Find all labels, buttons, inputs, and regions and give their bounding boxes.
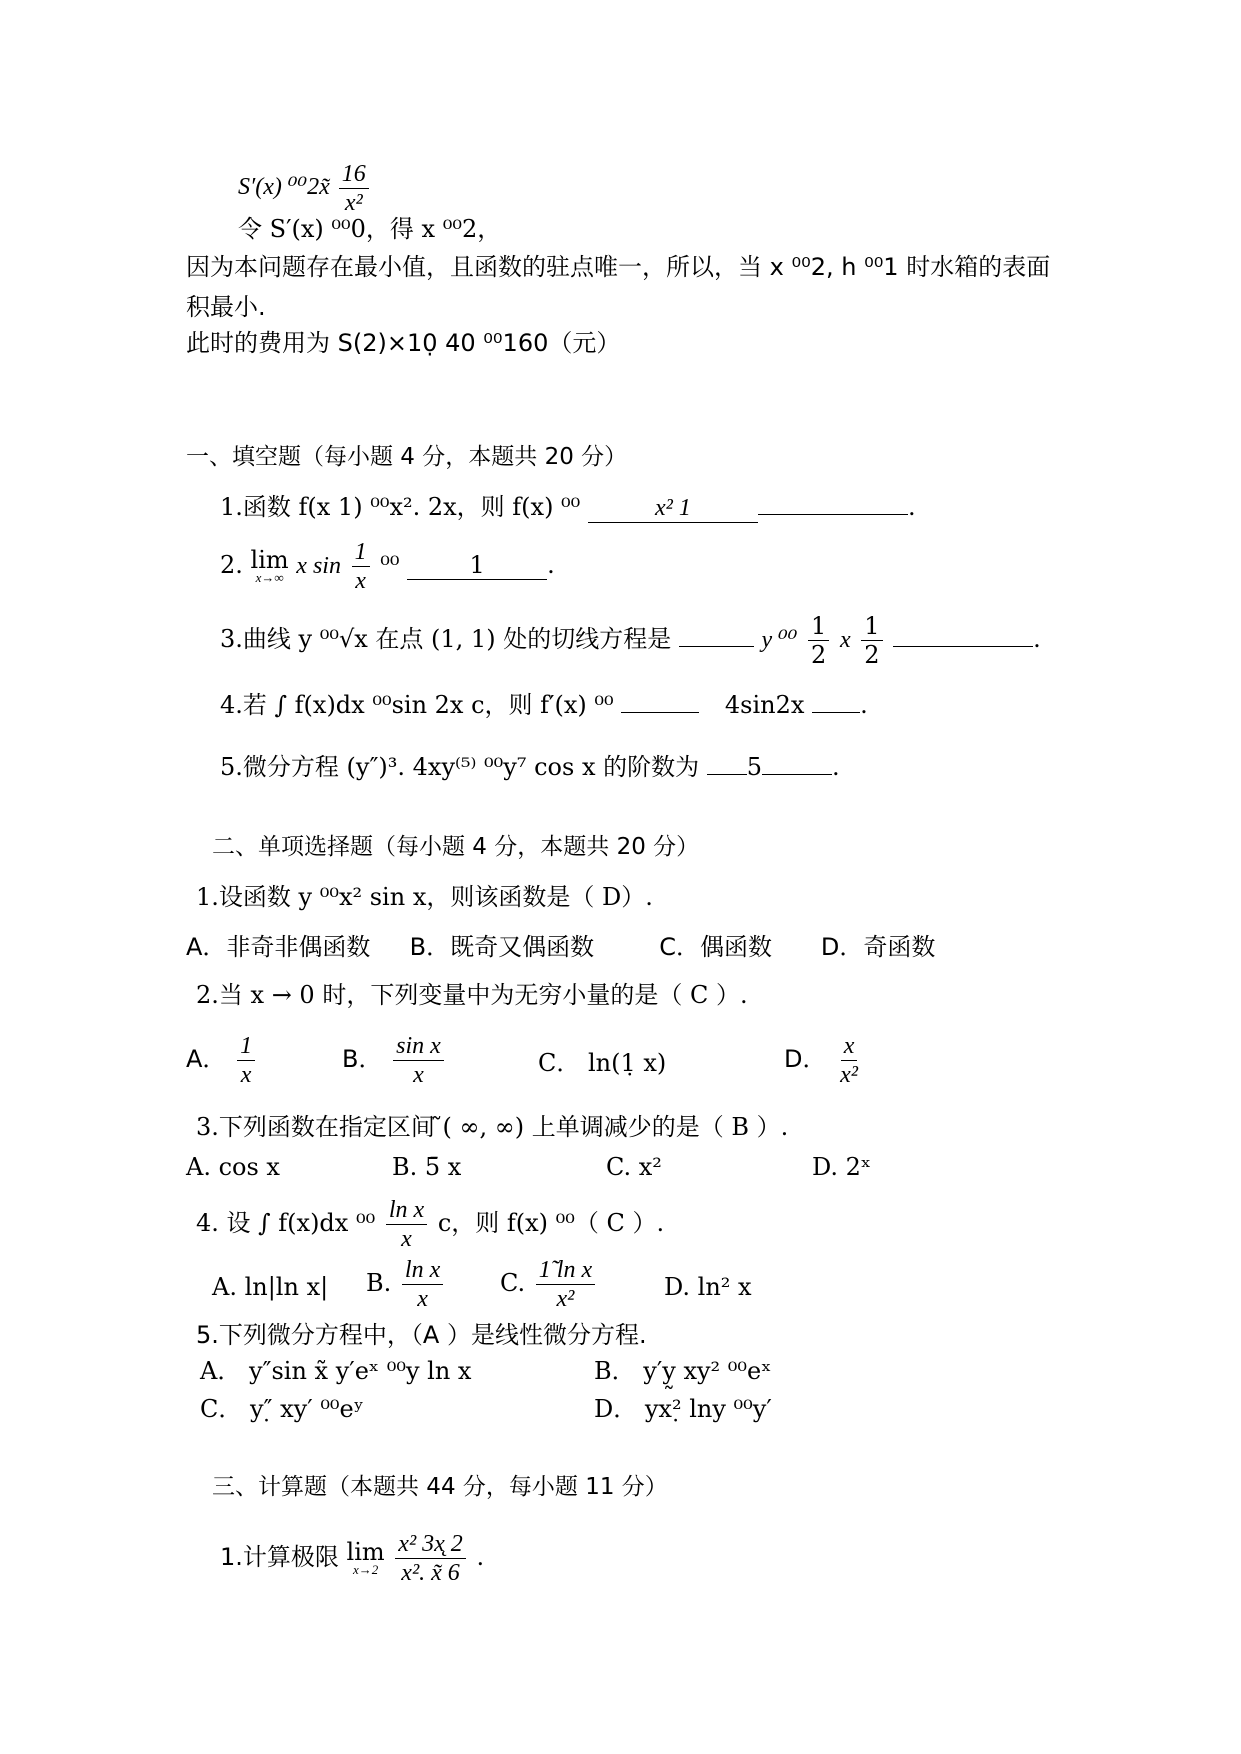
s1-question-3: 3.曲线 y ⁰⁰√x 在点 (1, 1) 处的切线方程是 y ⁰⁰ $\frac{1}{2}$ x $\frac{1}{2}$ .: [220, 612, 1041, 669]
s1-q5-blank-tail: [762, 774, 832, 775]
s2-q5-option-c: C． y″̣ xy′ ⁰⁰eʸ: [200, 1395, 364, 1423]
s2-q2-option-c: C． ln(1̣ x): [538, 1049, 667, 1077]
s3-q1-fraction: [395, 1530, 466, 1587]
s1-q3-ans-lhs: y ⁰⁰: [761, 627, 798, 653]
s2-q4-c-den: x²: [556, 1286, 575, 1312]
s2-q4-c-label: C.: [500, 1269, 526, 1297]
s2-q1-option-b: B．既奇又偶函数: [409, 933, 595, 961]
s2-q2-b-frac: [393, 1032, 444, 1089]
s1-q1-answer: x² 1: [588, 494, 758, 523]
set-zero-line: 令 S′(x) ⁰⁰0，得 x ⁰⁰2，: [238, 215, 502, 243]
s1-q2-den: x: [355, 568, 366, 594]
s1-q5-blank-lead: [707, 774, 747, 775]
s1-q5-answer: 5: [746, 753, 763, 781]
s2-q2-d-frac: [837, 1032, 861, 1089]
s2-q3-option-a: A. cos x: [186, 1153, 280, 1181]
s1-q2-answer: 1: [407, 551, 547, 580]
s1-q3-blank-lead: [679, 646, 754, 647]
s3-question-1: [220, 1530, 484, 1587]
s1-q2-expr: x sin: [296, 553, 341, 579]
s2-q4-c-frac: [536, 1256, 595, 1313]
derivative-line: [238, 160, 372, 217]
s1-q4-text: 4.若 ∫ f(x)dx ⁰⁰sin 2x c，则 f′(x) ⁰⁰: [220, 691, 614, 719]
s2-q4-option-c: [500, 1256, 598, 1313]
s1-q2-lim-sub: x→∞: [255, 569, 284, 585]
s2-q4-den: x: [401, 1226, 412, 1252]
s2-q2-d-label: D．: [784, 1045, 827, 1073]
s1-q3-ans-mid: x: [839, 627, 851, 653]
s1-question-4: 4.若 ∫ f(x)dx ⁰⁰sin 2x c，则 f′(x) ⁰⁰ 4sin2x .: [220, 691, 868, 719]
s1-q1-answer-tail: [758, 514, 908, 515]
s2-q1-options: [186, 932, 935, 962]
s2-q2-option-b: [342, 1032, 447, 1089]
derivative-fraction: [339, 160, 369, 217]
s2-q4-option-d: D. ln² x: [664, 1273, 752, 1301]
s1-q2-prefix: 2.: [220, 551, 243, 579]
s2-q2-a-num: 1: [237, 1032, 255, 1061]
s2-q2-a-den: x: [240, 1062, 252, 1088]
s2-q1-option-d: D．奇函数: [820, 933, 936, 961]
s1-q4-blank-lead: [621, 712, 699, 713]
s2-q3-option-d: D. 2ˣ: [812, 1153, 872, 1181]
s1-q3-frac-2: [861, 612, 882, 669]
s2-q2-b-den: x: [413, 1062, 424, 1088]
section-3-title: 三、计算题（本题共 44 分，每小题 11 分）: [212, 1474, 668, 1500]
s3-q1-end: .: [476, 1543, 485, 1571]
s1-q3-text: 3.曲线 y ⁰⁰√x 在点 (1, 1) 处的切线方程是: [220, 625, 672, 653]
cost-line: 此时的费用为 S(2)×10̣ 40 ⁰⁰160（元）: [186, 329, 621, 357]
s2-q4-b-den: x: [417, 1286, 428, 1312]
s2-q3-option-c: C. x²: [606, 1153, 662, 1181]
s1-q5-text: 5.微分方程 (y″)³. 4xy⁽⁵⁾ ⁰⁰y⁷ cos x 的阶数为: [220, 753, 700, 781]
s2-q2-a-label: A．: [186, 1045, 227, 1073]
s1-q3-frac-1: [808, 612, 829, 669]
s1-q1-text: 1.函数 f(x 1) ⁰⁰x². 2x，则 f(x) ⁰⁰: [220, 493, 581, 521]
s2-q5-option-a: A． y″sin x̃ y′eˣ ⁰⁰y ln x: [200, 1357, 472, 1385]
s2-question-3: 3.下列函数在指定区间 ̃( ∞, ∞) 上单调减少的是（ B ）.: [196, 1113, 789, 1141]
s2-q2-d-den: x²: [840, 1062, 858, 1088]
s1-q3-num2: 1: [861, 612, 882, 641]
s2-q2-b-label: B．: [342, 1045, 383, 1073]
s2-q2-option-a: [186, 1032, 258, 1089]
section-1-title: 一、填空题（每小题 4 分，本题共 20 分）: [186, 444, 628, 470]
s2-q3-option-b: B. 5̄ x: [392, 1153, 462, 1181]
s2-q4-b-label: B.: [366, 1269, 392, 1297]
s3-q1-den: x². x̃ 6: [401, 1560, 460, 1586]
section-2-title: 二、单项选择题（每小题 4 分，本题共 20 分）: [212, 834, 700, 860]
s2-q2-option-d: [784, 1032, 864, 1089]
s1-q4-answer: 4sin2x: [724, 691, 805, 719]
s3-q1-num: x² 3x̨ 2: [395, 1530, 466, 1559]
s1-q2-fraction: [352, 538, 370, 595]
s2-question-2: 2.当 x → 0 时，下列变量中为无穷小量的是（ C ）.: [196, 981, 748, 1009]
derivative-denominator: x²: [344, 190, 363, 216]
s2-question-4: [196, 1196, 664, 1253]
s3-q1-lim-sub: x→2: [352, 1561, 379, 1577]
s1-q2-eq: ⁰⁰: [380, 551, 400, 579]
s3-q1-lim-word: lim: [346, 1537, 385, 1566]
conclusion-line-2: 积最小.: [186, 293, 266, 321]
s1-q3-blank-tail: [893, 646, 1033, 647]
s2-q2-a-frac: [237, 1032, 255, 1089]
s1-q4-blank-tail: [812, 712, 860, 713]
s2-q5-option-b: B． y′y̰ xy² ⁰⁰eˣ: [594, 1357, 772, 1385]
s2-q5-option-d: D． yx²̣ lny ⁰⁰y′: [594, 1395, 772, 1423]
s2-q4-num: ln x: [386, 1196, 427, 1225]
s2-q4-prefix: 4. 设 ∫ f(x)dx ⁰⁰: [196, 1209, 376, 1237]
derivative-lhs: S′(x) ⁰⁰2x̃: [238, 174, 330, 201]
s2-q1-option-a: A．非奇非偶函数: [186, 933, 371, 961]
s2-q4-b-frac: [402, 1256, 443, 1313]
s2-q4-b-num: ln x: [402, 1256, 443, 1285]
s3-q1-prefix: 1.计算极限: [220, 1543, 339, 1571]
s2-question-5: 5.下列微分方程中，（A ）是线性微分方程.: [196, 1321, 647, 1349]
s3-q1-limit: [346, 1537, 385, 1577]
s2-q4-c-num: 1̃ ln x: [536, 1256, 595, 1285]
derivative-numerator: 16: [339, 160, 369, 189]
s2-q4-fraction: [386, 1196, 427, 1253]
s1-question-2: 2. lim x→∞ x sin $\frac{1}{x}$ ⁰⁰ 1 .: [220, 539, 555, 594]
s2-q1-option-c: C．偶函数: [659, 933, 773, 961]
s1-question-1: 1.函数 f(x 1) ⁰⁰x². 2x，则 f(x) ⁰⁰ x² 1 .: [220, 493, 916, 521]
s1-q3-num1: 1: [808, 612, 829, 641]
s1-q3-den1: 2: [811, 641, 827, 669]
s1-q3-den2: 2: [864, 641, 880, 669]
s2-q4-option-b: [366, 1256, 446, 1313]
s1-q2-num: 1: [352, 538, 370, 567]
s1-question-5: 5.微分方程 (y″)³. 4xy⁽⁵⁾ ⁰⁰y⁷ cos x 的阶数为 5 .: [220, 753, 840, 781]
s2-question-1: 1.设函数 y ⁰⁰x² sin x，则该函数是（ D）.: [196, 883, 653, 911]
s1-q2-lim-word: lim: [250, 545, 289, 574]
s2-q4-suffix: c，则 f(x) ⁰⁰（ C ）.: [437, 1209, 665, 1237]
s2-q2-b-num: sin x: [393, 1032, 444, 1061]
s2-q4-option-a: A. ln|ln x|: [212, 1273, 329, 1301]
conclusion-line-1: 因为本问题存在最小值，且函数的驻点唯一，所以，当 x ⁰⁰2, h ⁰⁰1 时水箱的表面: [186, 253, 1051, 281]
s2-q2-d-num: x: [841, 1032, 858, 1061]
s1-q2-limit: [250, 545, 289, 585]
